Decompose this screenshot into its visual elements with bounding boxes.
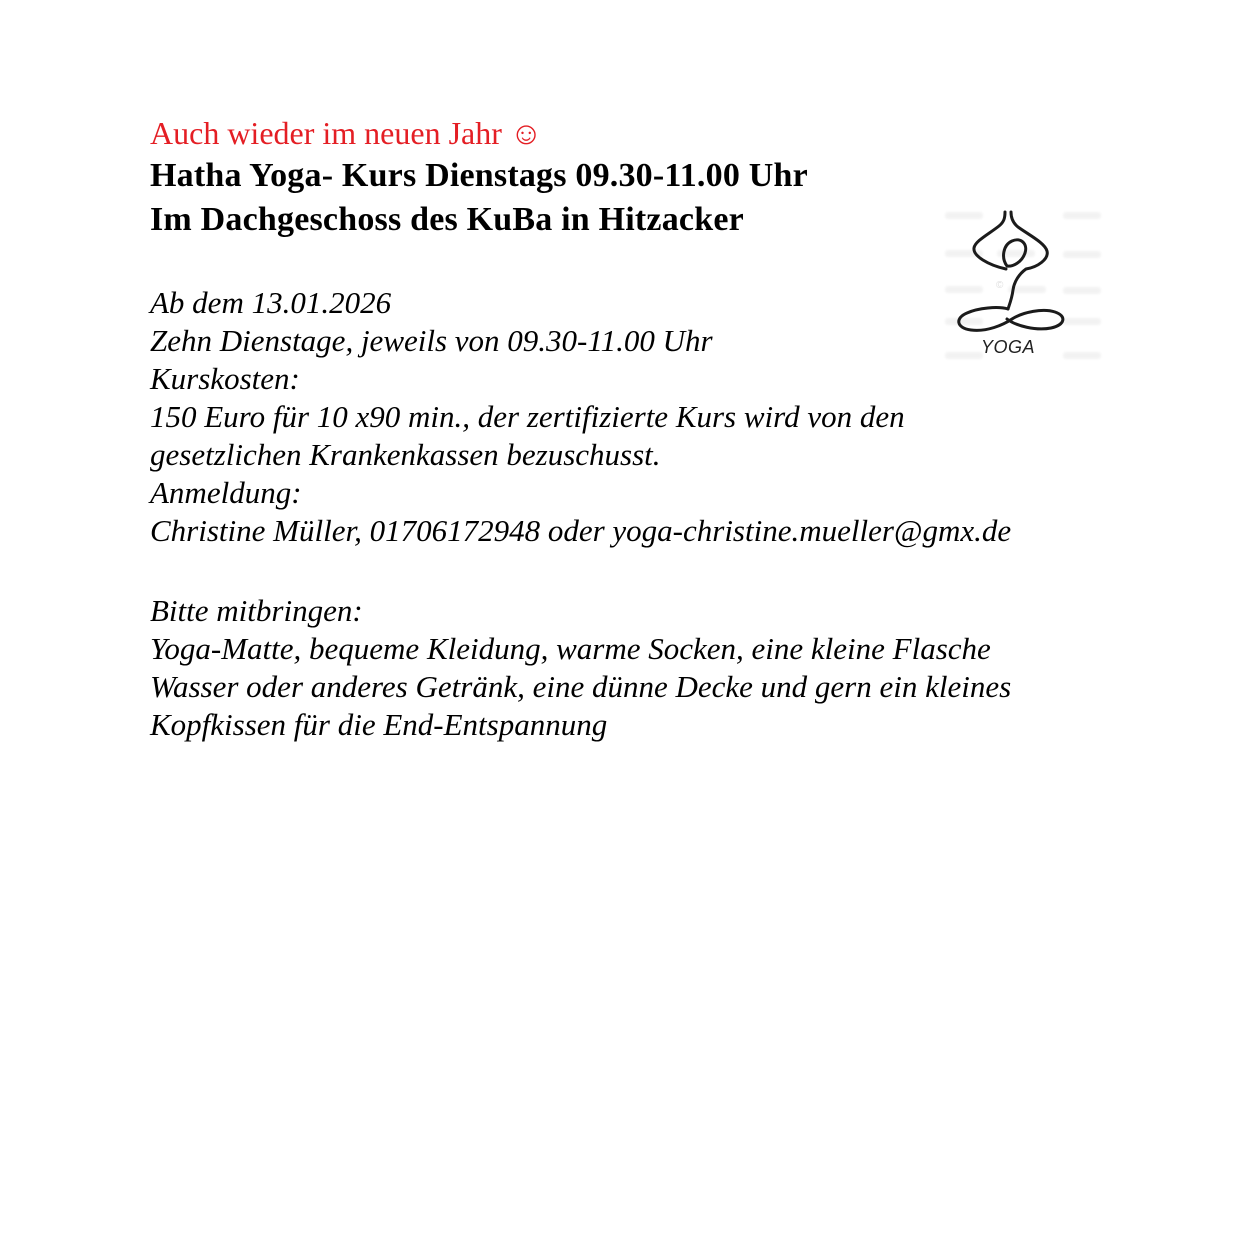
- course-title-line-1: Hatha Yoga- Kurs Dienstags 09.30-11.00 Uhr: [150, 157, 808, 194]
- details-registration-label: Anmeldung:: [150, 475, 302, 510]
- details-contact: Christine Müller, 01706172948 oder yoga-christine.mueller@gmx.de: [150, 513, 1012, 548]
- yoga-left-arm-line: [974, 212, 1006, 269]
- details-price-line-2: gesetzlichen Krankenkassen bezuschusst.: [150, 437, 661, 472]
- yoga-legs-infinity: [959, 308, 1063, 331]
- details-start-date: Ab dem 13.01.2026: [150, 285, 392, 320]
- bring-heading: Bitte mitbringen:: [150, 593, 363, 628]
- course-title-line-2: Im Dachgeschoss des KuBa in Hitzacker: [150, 201, 744, 238]
- yoga-figure-icon: [950, 195, 1080, 345]
- details-costs-label: Kurskosten:: [150, 361, 300, 396]
- yoga-caption: YOGA: [980, 337, 1035, 357]
- bring-list: [150, 592, 1110, 744]
- intro-heading: Auch wieder im neuen Jahr ☺: [150, 115, 543, 151]
- watermark-blob: [1063, 352, 1101, 359]
- details-schedule: Zehn Dienstage, jeweils von 09.30-11.00 Uhr: [150, 323, 713, 358]
- details-price-line-1: 150 Euro für 10 x90 min., der zertifizierte Kurs wird von den: [150, 399, 905, 434]
- yoga-logo: [900, 190, 1115, 390]
- bring-line-2: Wasser oder anderes Getränk, eine dünne Decke und gern ein kleines: [150, 669, 1012, 704]
- bring-line-1: Yoga-Matte, bequeme Kleidung, warme Socken, eine kleine Flasche: [150, 631, 991, 666]
- watermark-copyright-icon: ©: [996, 280, 1004, 291]
- yoga-head-loop: [1004, 240, 1026, 266]
- bring-line-3: Kopfkissen für die End-Entspannung: [150, 707, 608, 742]
- yoga-right-arm-spine-line: [1008, 212, 1047, 309]
